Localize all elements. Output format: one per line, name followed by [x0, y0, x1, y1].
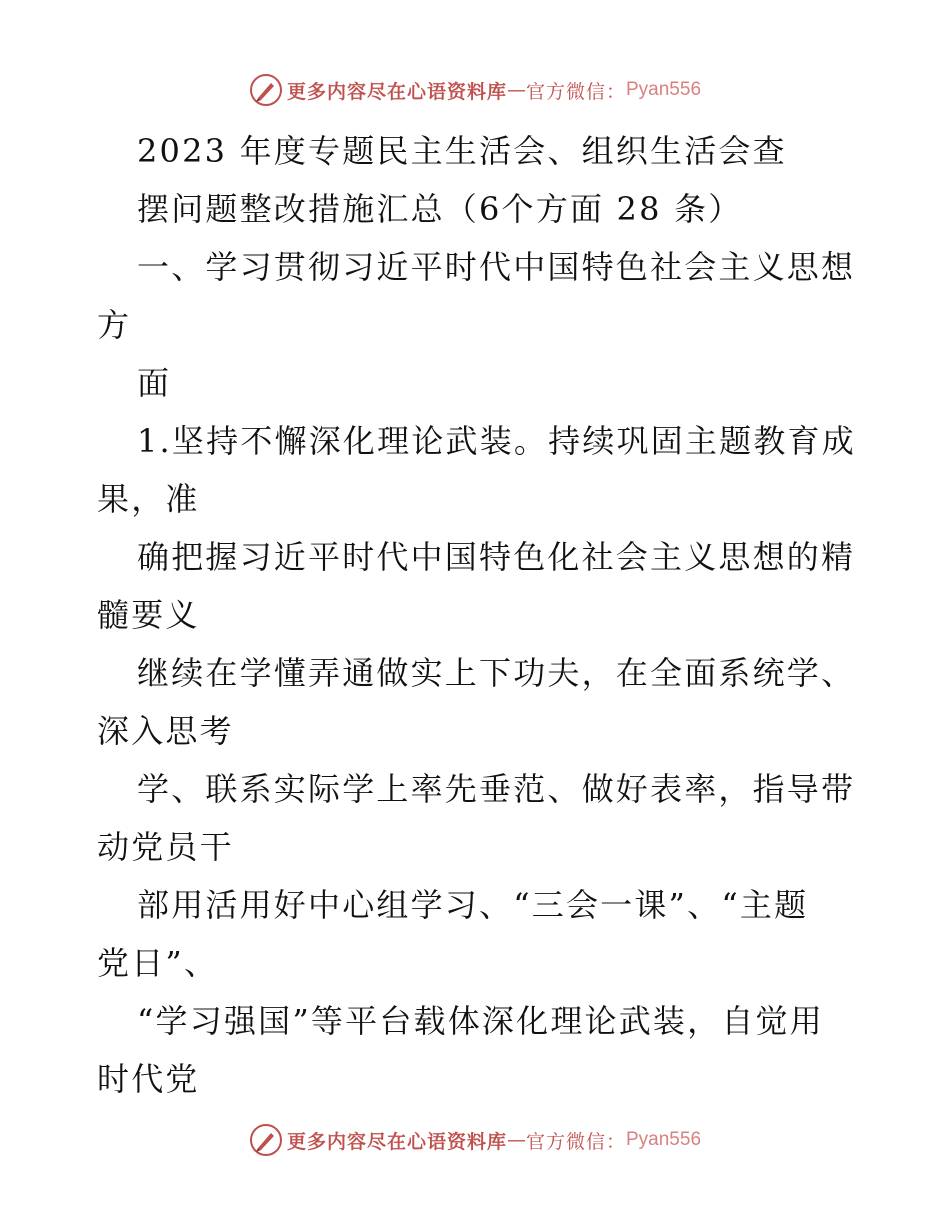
banner-main-text: 更多内容尽在心语资料库 — [286, 1130, 507, 1153]
quill-pen-icon — [249, 73, 283, 107]
text-line: 时代党 — [97, 1060, 200, 1098]
banner-dash: — — [506, 79, 526, 101]
text-line: 学、联系实际学上率先垂范、做好表率，指导带 — [137, 770, 856, 808]
quill-pen-icon — [249, 1123, 283, 1157]
text-line: 深入思考 — [97, 712, 234, 750]
banner-wechat-id: Pyan556 — [626, 79, 702, 100]
banner-wechat-label: 官方微信： — [525, 80, 626, 103]
banner-wechat-label: 官方微信： — [525, 1130, 626, 1153]
text-line: 方 — [97, 306, 132, 344]
text-line: 动党员干 — [97, 828, 234, 866]
text-line: 党日”、 — [97, 944, 219, 982]
footer-banner — [0, 1120, 950, 1160]
text-line: 摆问题整改措施汇总（6个方面 28 条） — [137, 190, 743, 228]
text-line: 继续在学懂弄通做实上下功夫，在全面系统学、 — [137, 654, 856, 692]
text-line: 面 — [137, 364, 172, 402]
banner-wechat-id: Pyan556 — [626, 1129, 702, 1150]
banner-dash: — — [506, 1129, 526, 1151]
text-line: 1.坚持不懈深化理论武装。持续巩固主题教育成 — [137, 422, 856, 460]
text-line: 果，准 — [97, 480, 200, 518]
text-line: 一、学习贯彻习近平时代中国特色社会主义思想 — [137, 248, 856, 286]
text-line: 髓要义 — [97, 596, 200, 634]
text-line: 2023 年度专题民主生活会、组织生活会查 — [137, 132, 787, 170]
document-body — [97, 122, 857, 1108]
text-line: 部用活用好中心组学习、“三会一课”、“主题 — [137, 886, 809, 924]
banner-main-text: 更多内容尽在心语资料库 — [286, 80, 507, 103]
text-line: “学习强国”等平台载体深化理论武装，自觉用 — [137, 1002, 824, 1040]
text-line: 确把握习近平时代中国特色化社会主义思想的精 — [137, 538, 856, 576]
header-banner — [0, 70, 950, 110]
